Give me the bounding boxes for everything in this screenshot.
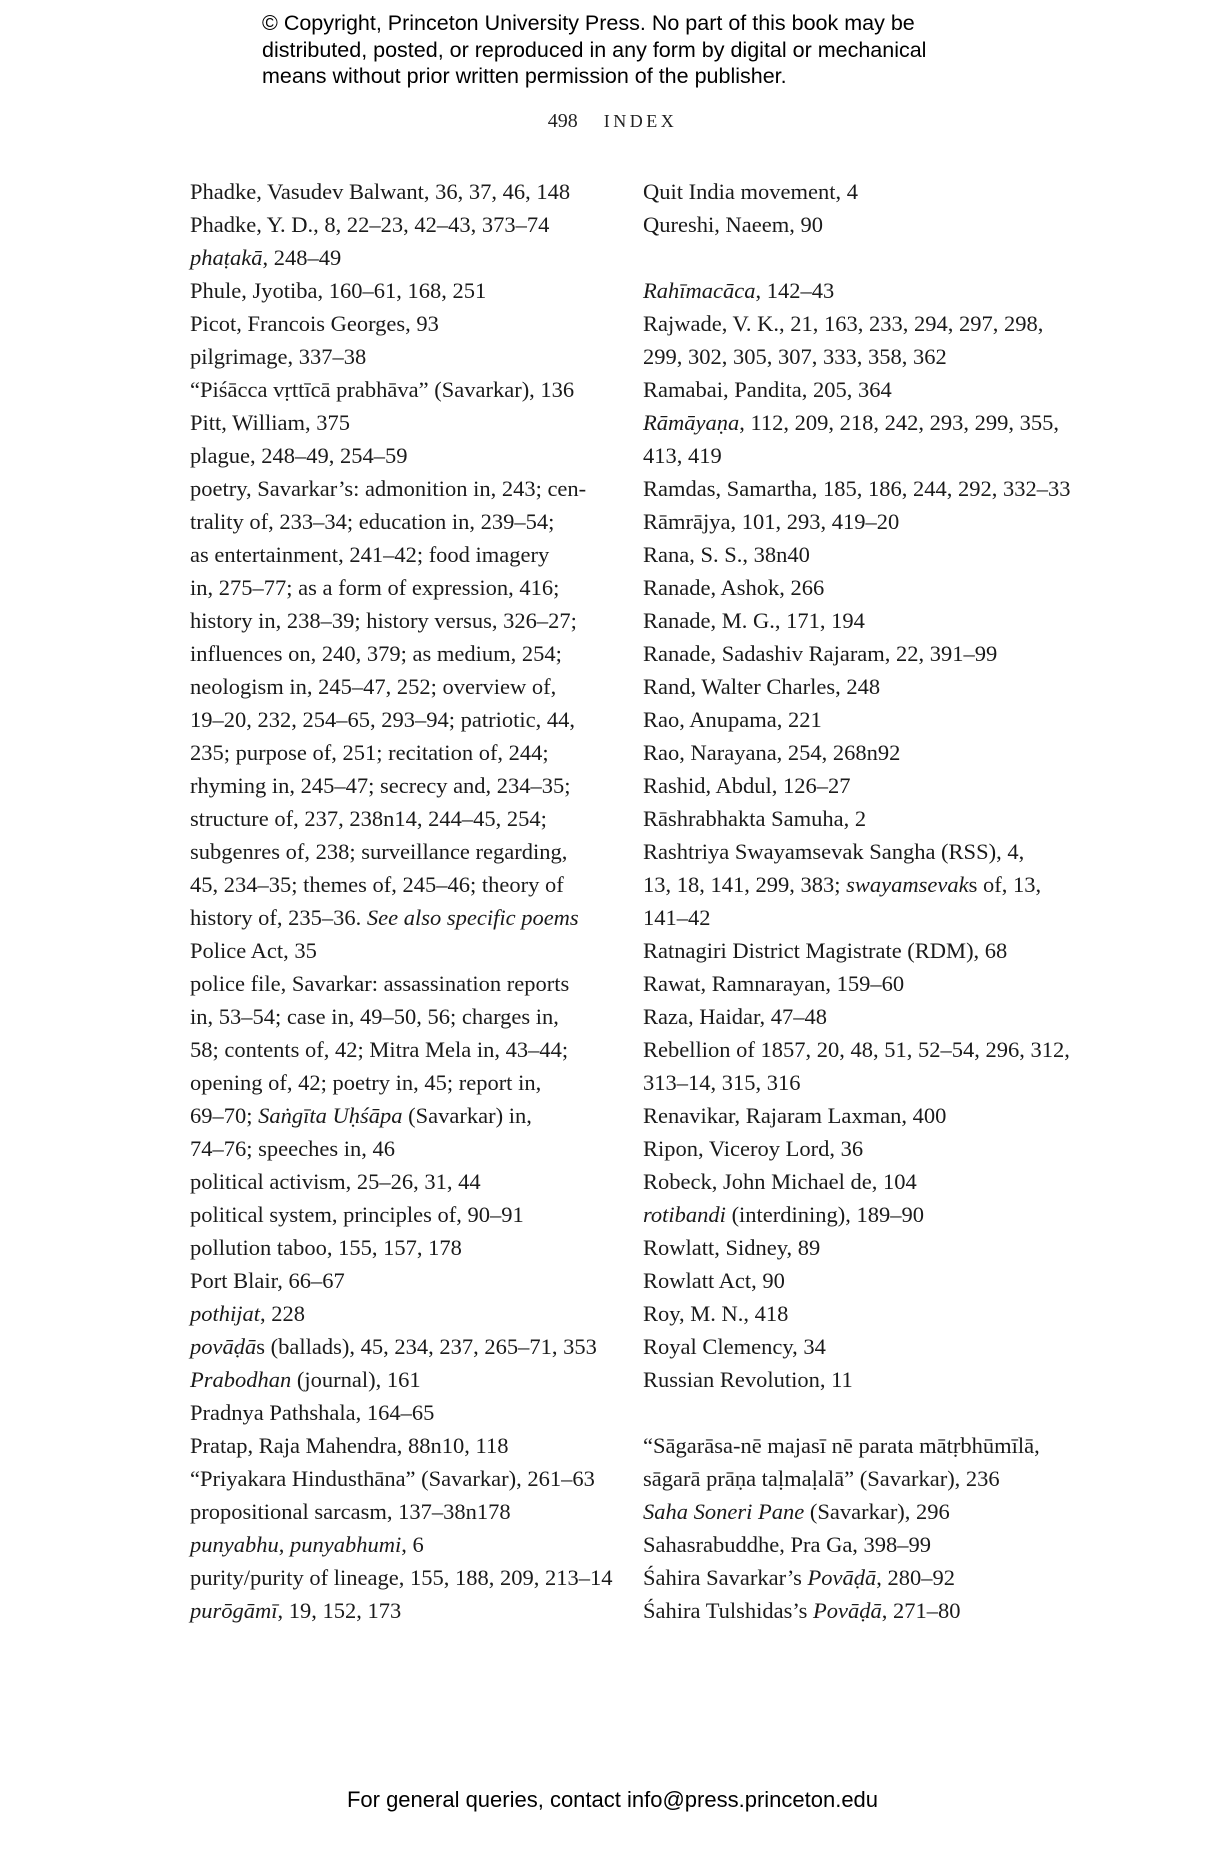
index-entry-line — [643, 1330, 1083, 1363]
entry-text: Pitt, William, 375 — [190, 410, 350, 435]
entry-text: structure of, 237, 238n14, 244–45, 254; — [190, 806, 547, 831]
entry-text: 141–42 — [643, 905, 711, 930]
index-entry-line — [643, 769, 1083, 802]
index-entry-line — [643, 340, 1083, 373]
entry-text: Rao, Anupama, 221 — [643, 707, 822, 732]
index-entry — [643, 1000, 1083, 1033]
index-entry-line — [190, 703, 610, 736]
italic-term: purōgāmī — [190, 1598, 278, 1623]
index-entry — [190, 373, 610, 406]
entry-text: Police Act, 35 — [190, 938, 317, 963]
index-entry-line — [643, 1264, 1083, 1297]
italic-term: punyabhumi — [290, 1532, 402, 1557]
index-entry-line — [190, 1099, 610, 1132]
index-entry — [190, 934, 610, 967]
index-entry-line — [190, 439, 610, 472]
entry-text: (Savarkar), 296 — [804, 1499, 950, 1524]
index-entry-line — [643, 571, 1083, 604]
index-entry-line — [643, 1231, 1083, 1264]
index-entry-line — [643, 1462, 1083, 1495]
index-entry — [643, 1264, 1083, 1297]
running-head — [0, 110, 1225, 133]
index-entry — [190, 1462, 610, 1495]
entry-text: “Priyakara Hindusthāna” (Savarkar), 261–63 — [190, 1466, 595, 1491]
index-entry-line — [190, 1198, 610, 1231]
index-entry — [190, 1198, 610, 1231]
index-entry — [190, 439, 610, 472]
index-entry — [643, 571, 1083, 604]
index-entry — [643, 1198, 1083, 1231]
entry-text: Rand, Walter Charles, 248 — [643, 674, 881, 699]
entry-text: Pratap, Raja Mahendra, 88n10, 118 — [190, 1433, 509, 1458]
copyright-line: means without prior written permission of the publisher. — [262, 64, 787, 88]
index-entry-line — [190, 538, 610, 571]
index-entry-line — [643, 868, 1083, 901]
italic-term: Povāḍā — [807, 1565, 877, 1590]
entry-text: Renavikar, Rajaram Laxman, 400 — [643, 1103, 947, 1128]
index-entry-line — [190, 802, 610, 835]
index-entry-line — [643, 1528, 1083, 1561]
index-entry-line — [190, 175, 610, 208]
entry-text: Robeck, John Michael de, 104 — [643, 1169, 917, 1194]
entry-text: , 248–49 — [262, 245, 342, 270]
index-entry-line — [190, 1594, 610, 1627]
index-entry-line — [190, 1462, 610, 1495]
entry-text: Raza, Haidar, 47–48 — [643, 1004, 828, 1029]
entry-text: Rowlatt Act, 90 — [643, 1268, 785, 1293]
index-entry — [643, 538, 1083, 571]
index-entry — [643, 736, 1083, 769]
entry-text: history of, 235–36. — [190, 905, 367, 930]
entry-text: Śahira Tulshidas’s — [643, 1598, 814, 1623]
index-entry-line — [643, 1000, 1083, 1033]
index-entry-line — [190, 241, 610, 274]
index-entry — [643, 703, 1083, 736]
index-entry-line — [190, 373, 610, 406]
index-entry — [190, 1594, 610, 1627]
index-entry — [643, 1495, 1083, 1528]
index-entry — [190, 1231, 610, 1264]
index-entry-line — [190, 340, 610, 373]
entry-text: Rāshrabhakta Samuha, 2 — [643, 806, 867, 831]
index-entry-line — [643, 1495, 1083, 1528]
index-entry — [190, 175, 610, 208]
italic-term: See also specific poems — [366, 905, 579, 930]
index-entry-line — [190, 307, 610, 340]
entry-text: Rajwade, V. K., 21, 163, 233, 294, 297, 298, — [643, 311, 1044, 336]
index-entry — [643, 802, 1083, 835]
index-entry — [643, 1330, 1083, 1363]
copyright-line: © Copyright, Princeton University Press. No part of this book may be — [262, 11, 915, 35]
index-entry — [643, 769, 1083, 802]
entry-text: Pradnya Pathshala, 164–65 — [190, 1400, 435, 1425]
entry-text: Rashtriya Swayamsevak Sangha (RSS), 4, — [643, 839, 1025, 864]
index-entry-line — [190, 1033, 610, 1066]
index-entry-line — [190, 1330, 610, 1363]
entry-text: , 6 — [401, 1532, 424, 1557]
index-entry-line — [190, 1495, 610, 1528]
index-entry-line — [190, 1132, 610, 1165]
index-entry — [190, 1330, 610, 1363]
entry-text: 58; contents of, 42; Mitra Mela in, 43–44; — [190, 1037, 569, 1062]
index-entry — [643, 670, 1083, 703]
entry-text: Śahira Savarkar’s — [643, 1565, 808, 1590]
entry-text: (interdining), 189–90 — [725, 1202, 925, 1227]
entry-text: (journal), 161 — [291, 1367, 421, 1392]
index-entry-line — [190, 967, 610, 1000]
index-entry-line — [643, 175, 1083, 208]
entry-text: 313–14, 315, 316 — [643, 1070, 801, 1095]
italic-term: swayamsevak — [846, 872, 969, 897]
copyright-notice — [262, 10, 1022, 90]
index-entry — [643, 406, 1083, 472]
index-entry-line — [643, 439, 1083, 472]
entry-text: Rebellion of 1857, 20, 48, 51, 52–54, 296, 312, — [643, 1037, 1070, 1062]
copyright-line: distributed, posted, or reproduced in any form by digital or mechanical — [262, 37, 927, 62]
index-entry — [643, 1099, 1083, 1132]
index-entry — [190, 1297, 610, 1330]
index-entry-line — [643, 802, 1083, 835]
index-entry-line — [643, 934, 1083, 967]
italic-term: punyabhu — [190, 1532, 279, 1557]
index-entry — [643, 175, 1083, 208]
index-entry-line — [643, 472, 1083, 505]
entry-text: political activism, 25–26, 31, 44 — [190, 1169, 481, 1194]
entry-text: pilgrimage, 337–38 — [190, 344, 367, 369]
index-entry-line — [643, 373, 1083, 406]
footer-contact: For general queries, contact info@press.princeton.edu — [346, 1787, 879, 1812]
index-entry — [643, 637, 1083, 670]
index-entry-line — [643, 1165, 1083, 1198]
index-entry — [643, 208, 1083, 241]
index-entry-line — [643, 307, 1083, 340]
entry-text: 69–70; — [190, 1103, 259, 1128]
index-entry-line — [643, 1132, 1083, 1165]
italic-term: Prabodhan — [190, 1367, 292, 1392]
index-entry — [190, 1165, 610, 1198]
entry-text: political system, principles of, 90–91 — [190, 1202, 524, 1227]
entry-text: Rashid, Abdul, 126–27 — [643, 773, 851, 798]
entry-text: 235; purpose of, 251; recitation of, 244; — [190, 740, 549, 765]
index-entry — [190, 208, 610, 241]
index-entry-line — [190, 604, 610, 637]
index-column-left — [190, 175, 613, 1627]
index-entry-line — [190, 406, 610, 439]
index-entry-line — [643, 670, 1083, 703]
index-entry-line — [643, 538, 1083, 571]
index-entry — [643, 934, 1083, 967]
index-entry — [190, 1363, 610, 1396]
index-entry-line — [643, 1297, 1083, 1330]
entry-text: Royal Clemency, 34 — [643, 1334, 826, 1359]
entry-text: Picot, Francois Georges, 93 — [190, 311, 439, 336]
entry-text: influences on, 240, 379; as medium, 254; — [190, 641, 562, 666]
entry-text: Phadke, Vasudev Balwant, 36, 37, 46, 148 — [190, 179, 571, 204]
index-entry-line — [190, 934, 610, 967]
index-entry-line — [190, 1264, 610, 1297]
index-entry-line — [643, 1099, 1083, 1132]
entry-text: Qureshi, Naeem, 90 — [643, 212, 823, 237]
index-entry-line — [643, 835, 1083, 868]
index-entry-line — [190, 571, 610, 604]
index-entry-line — [190, 736, 610, 769]
index-entry-line — [643, 901, 1083, 934]
index-entry — [643, 835, 1083, 934]
entry-text: Ripon, Viceroy Lord, 36 — [643, 1136, 864, 1161]
entry-text: Ratnagiri District Magistrate (RDM), 68 — [643, 938, 1008, 963]
index-entry-line — [643, 505, 1083, 538]
index-entry — [643, 1132, 1083, 1165]
entry-text: , 142–43 — [755, 278, 835, 303]
entry-text: plague, 248–49, 254–59 — [190, 443, 408, 468]
entry-text: history in, 238–39; history versus, 326–27; — [190, 608, 577, 633]
index-entry — [190, 274, 610, 307]
entry-text: Sahasrabuddhe, Pra Ga, 398–99 — [643, 1532, 932, 1557]
entry-text: (Savarkar) in, — [402, 1103, 532, 1128]
index-entry-line — [190, 769, 610, 802]
index-entry-line — [190, 1528, 610, 1561]
index-entry — [643, 1429, 1083, 1495]
italic-term: povāḍā — [190, 1334, 257, 1359]
entry-text: in, 53–54; case in, 49–50, 56; charges in, — [190, 1004, 559, 1029]
index-entry — [190, 241, 610, 274]
entry-text: Phadke, Y. D., 8, 22–23, 42–43, 373–74 — [190, 212, 550, 237]
index-entry — [190, 1264, 610, 1297]
entry-text: 45, 234–35; themes of, 245–46; theory of — [190, 872, 564, 897]
index-entry-line — [190, 670, 610, 703]
index-entry-line — [643, 208, 1083, 241]
entry-text: Roy, M. N., 418 — [643, 1301, 789, 1326]
index-entry — [643, 967, 1083, 1000]
index-entry — [643, 604, 1083, 637]
index-entry-line — [643, 1066, 1083, 1099]
index-entry-line — [190, 1363, 610, 1396]
index-entry — [643, 1594, 1083, 1627]
index-entry — [643, 1363, 1083, 1396]
italic-term: Saha Soneri Pane — [643, 1499, 805, 1524]
index-entry-line — [190, 1429, 610, 1462]
index-column-right — [643, 175, 1083, 1627]
entry-text: Russian Revolution, 11 — [643, 1367, 853, 1392]
page-number: 498 — [547, 110, 578, 132]
entry-text: Rao, Narayana, 254, 268n92 — [643, 740, 901, 765]
entry-text: subgenres of, 238; surveillance regarding, — [190, 839, 568, 864]
index-entry — [643, 1033, 1083, 1099]
index-entry — [643, 373, 1083, 406]
index-entry-line — [190, 1231, 610, 1264]
entry-text: Ranade, Ashok, 266 — [643, 575, 825, 600]
index-entry — [190, 967, 610, 1165]
entry-text: 413, 419 — [643, 443, 722, 468]
entry-text: as entertainment, 241–42; food imagery — [190, 542, 550, 567]
entry-text: sāgarā prāṇa taḷmaḷalā” (Savarkar), 236 — [643, 1466, 1000, 1491]
entry-text: Rana, S. S., 38n40 — [643, 542, 810, 567]
index-entry — [190, 340, 610, 373]
entry-text: , 19, 152, 173 — [277, 1598, 402, 1623]
index-entry-line — [190, 274, 610, 307]
entry-text: police file, Savarkar: assassination reports — [190, 971, 570, 996]
index-entry-line — [643, 604, 1083, 637]
index-entry — [190, 1561, 613, 1594]
index-entry — [643, 274, 1083, 307]
index-entry-line — [643, 1033, 1083, 1066]
entry-text: opening of, 42; poetry in, 45; report in, — [190, 1070, 542, 1095]
entry-text: , 228 — [260, 1301, 306, 1326]
index-entry-line — [643, 703, 1083, 736]
entry-text: Rāmrājya, 101, 293, 419–20 — [643, 509, 900, 534]
entry-text: propositional sarcasm, 137–38n178 — [190, 1499, 511, 1524]
index-entry-line — [643, 637, 1083, 670]
entry-text: 19–20, 232, 254–65, 293–94; patriotic, 44, — [190, 707, 575, 732]
entry-text: trality of, 233–34; education in, 239–54; — [190, 509, 555, 534]
entry-text: s (ballads), 45, 234, 237, 265–71, 353 — [256, 1334, 597, 1359]
index-entry-line — [190, 1165, 610, 1198]
entry-text: “Sāgarāsa-nē majasī nē parata mātṛbhūmīlā, — [643, 1433, 1040, 1458]
entry-text: 74–76; speeches in, 46 — [190, 1136, 395, 1161]
index-entry-line — [643, 1594, 1083, 1627]
index-entry-line — [643, 1198, 1083, 1231]
index-entry — [643, 1528, 1083, 1561]
italic-term: Rāmāyaṇa — [643, 410, 740, 435]
index-entry-line — [643, 406, 1083, 439]
index-entry-line — [643, 1561, 1083, 1594]
index-entry — [190, 406, 610, 439]
index-entry-line — [190, 472, 610, 505]
letter-section-break — [643, 1396, 1083, 1429]
entry-text: s of, 13, — [968, 872, 1042, 897]
index-entry-line — [190, 1396, 610, 1429]
entry-text: Ramdas, Samartha, 185, 186, 244, 292, 332–33 — [643, 476, 1071, 501]
index-entry — [190, 1396, 610, 1429]
index-entry-line — [190, 901, 610, 934]
italic-term: Rahīmacāca — [643, 278, 756, 303]
index-entry — [643, 1297, 1083, 1330]
entry-text: 299, 302, 305, 307, 333, 358, 362 — [643, 344, 947, 369]
entry-text: Ranade, Sadashiv Rajaram, 22, 391–99 — [643, 641, 998, 666]
index-entry-line — [643, 274, 1083, 307]
entry-text: poetry, Savarkar’s: admonition in, 243; cen- — [190, 476, 587, 501]
index-entry-line — [643, 1429, 1083, 1462]
index-entry-line — [190, 1561, 613, 1594]
italic-term: pothijat — [190, 1301, 261, 1326]
entry-text: , 112, 209, 218, 242, 293, 299, 355, — [739, 410, 1060, 435]
entry-text: 13, 18, 141, 299, 383; — [643, 872, 847, 897]
index-entry-line — [190, 208, 610, 241]
index-entry-line — [643, 1363, 1083, 1396]
italic-term: Saṅgīta Uḥśāpa — [258, 1103, 403, 1128]
index-entry — [190, 1495, 610, 1528]
section-title: INDEX — [603, 111, 678, 131]
entry-text: Ranade, M. G., 171, 194 — [643, 608, 865, 633]
index-entry-line — [190, 637, 610, 670]
entry-text: Quit India movement, 4 — [643, 179, 858, 204]
index-entry — [190, 1528, 610, 1561]
entry-text: purity/purity of lineage, 155, 188, 209, 213–14 — [190, 1565, 613, 1590]
index-entry-line — [190, 1297, 610, 1330]
index-entry — [643, 1231, 1083, 1264]
entry-text: , 271–80 — [881, 1598, 961, 1623]
entry-text: , 280–92 — [876, 1565, 956, 1590]
entry-text: pollution taboo, 155, 157, 178 — [190, 1235, 462, 1260]
index-entry — [643, 472, 1083, 505]
index-entry — [190, 1429, 610, 1462]
italic-term: phaṭakā — [190, 245, 263, 270]
italic-term: rotibandi — [643, 1202, 726, 1227]
entry-text: Phule, Jyotiba, 160–61, 168, 251 — [190, 278, 487, 303]
entry-text: rhyming in, 245–47; secrecy and, 234–35; — [190, 773, 571, 798]
entry-text: neologism in, 245–47, 252; overview of, — [190, 674, 557, 699]
index-entry — [190, 472, 610, 934]
index-entry-line — [643, 736, 1083, 769]
letter-section-break — [643, 241, 1083, 274]
entry-text: in, 275–77; as a form of expression, 416; — [190, 575, 560, 600]
index-entry-line — [643, 967, 1083, 1000]
index-entry — [643, 1165, 1083, 1198]
index-entry-line — [190, 505, 610, 538]
index-entry-line — [190, 1000, 610, 1033]
entry-text: Port Blair, 66–67 — [190, 1268, 345, 1293]
index-entry-line — [190, 835, 610, 868]
entry-text: Ramabai, Pandita, 205, 364 — [643, 377, 892, 402]
entry-text: , — [278, 1532, 290, 1557]
index-entry — [643, 505, 1083, 538]
index-entry — [643, 1561, 1083, 1594]
index-entry-line — [190, 1066, 610, 1099]
index-entry — [643, 307, 1083, 373]
entry-text: Rowlatt, Sidney, 89 — [643, 1235, 821, 1260]
entry-text: “Piśācca vṛttīcā prabhāva” (Savarkar), 136 — [190, 377, 575, 402]
italic-term: Povāḍā — [813, 1598, 882, 1623]
entry-text: Rawat, Ramnarayan, 159–60 — [643, 971, 905, 996]
index-entry — [190, 307, 610, 340]
index-entry-line — [190, 868, 610, 901]
